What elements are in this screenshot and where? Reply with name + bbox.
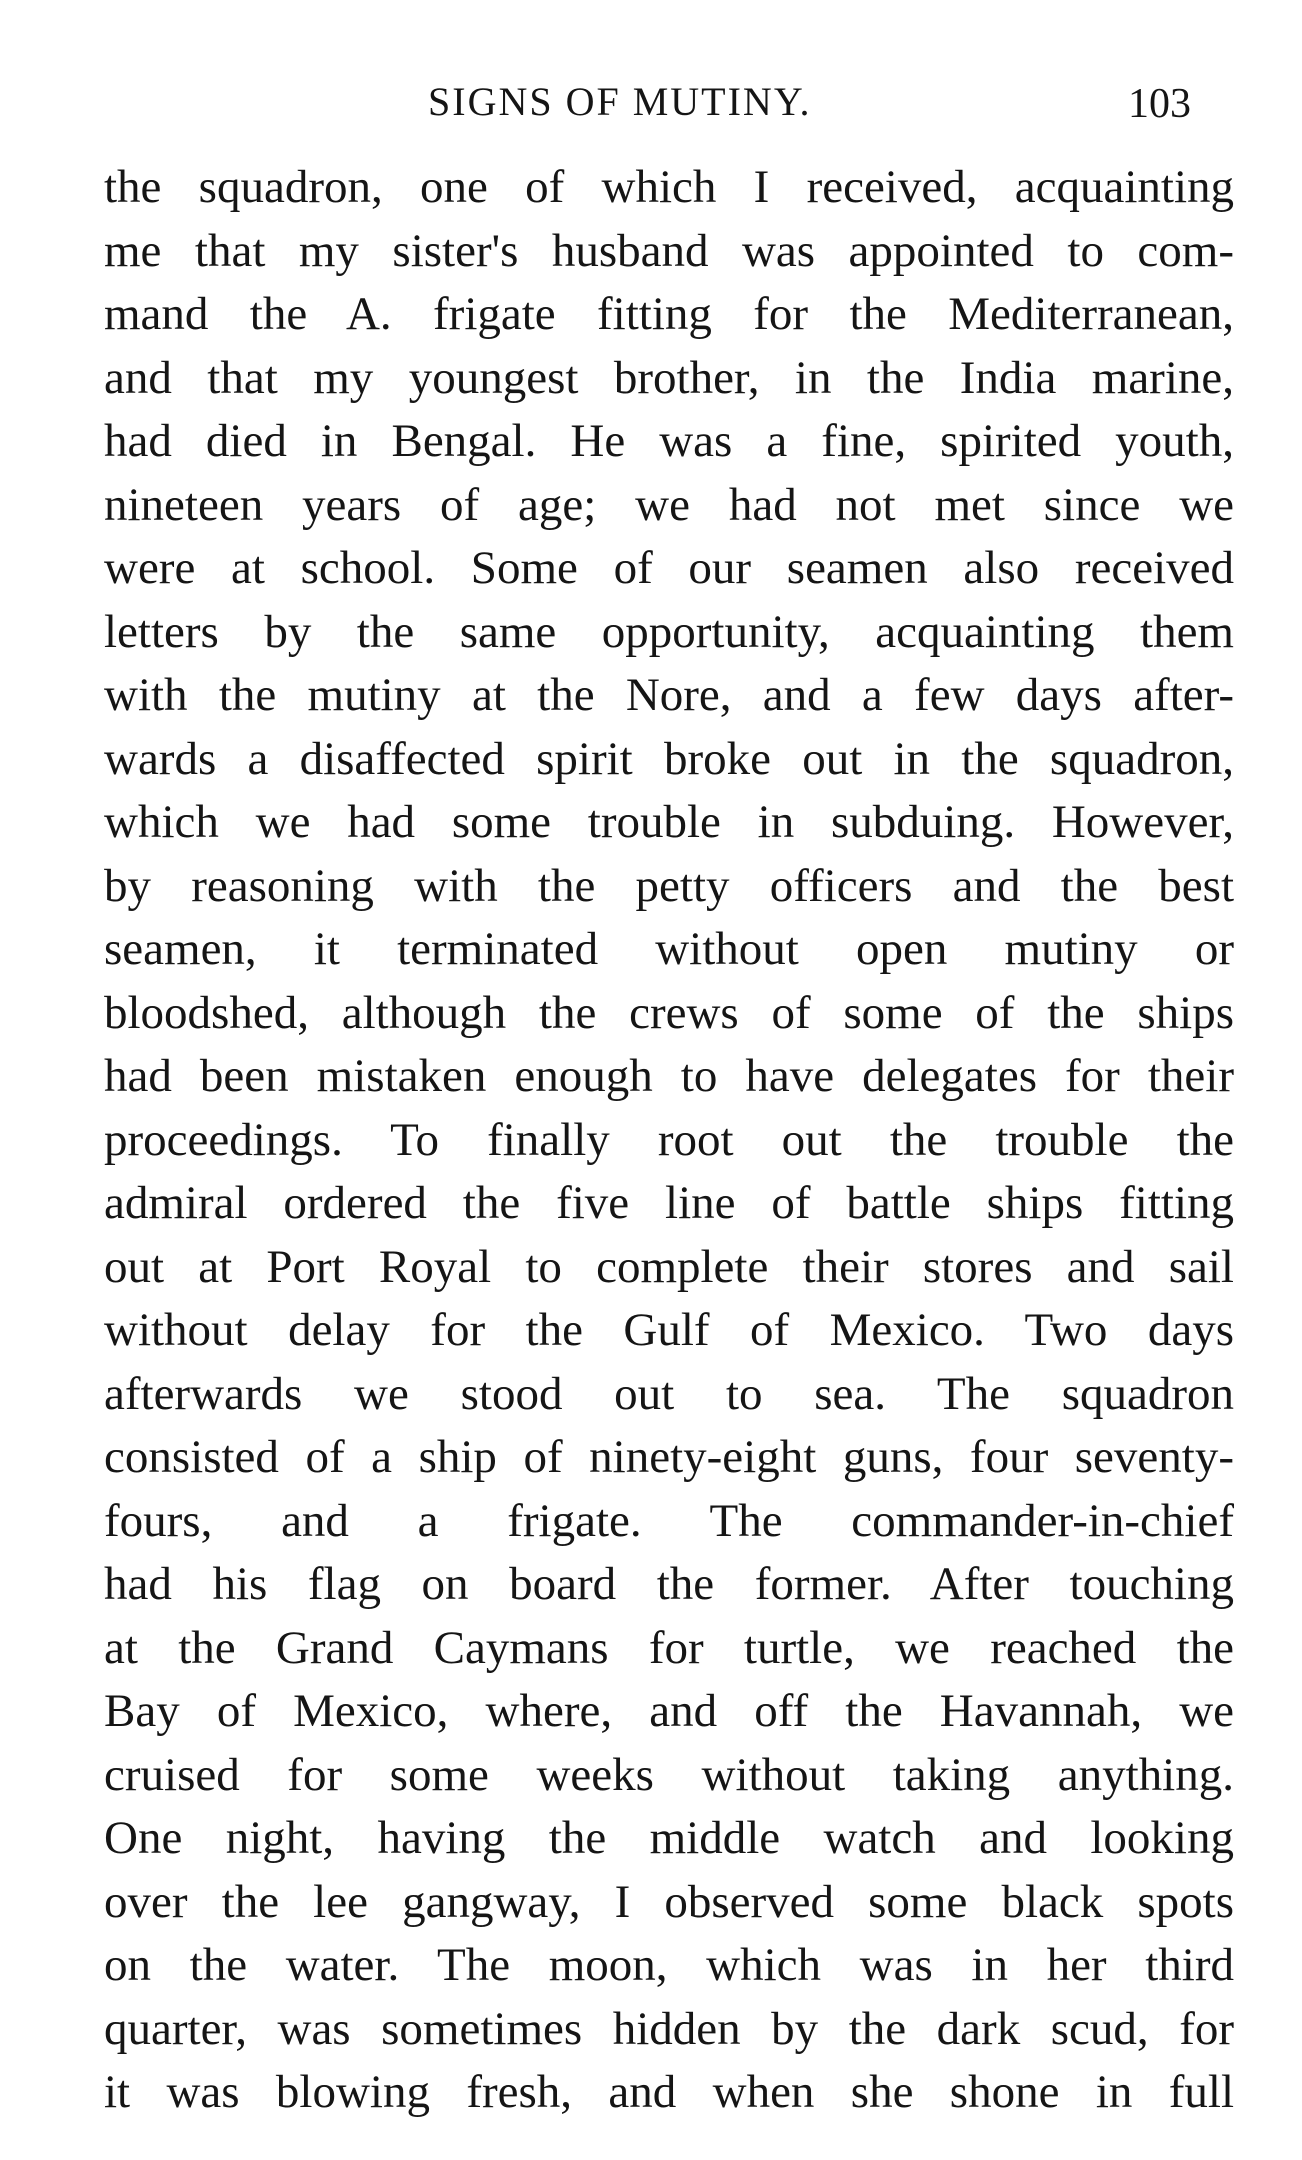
- text-line: and that my youngest brother, in the India marine,: [104, 351, 1234, 404]
- text-line: out at Port Royal to complete their stores and sail: [104, 1240, 1234, 1293]
- text-line: had died in Bengal. He was a fine, spirited youth,: [104, 415, 1234, 467]
- text-line: proceedings. To finally root out the trouble the: [104, 1113, 1234, 1166]
- text-line: One night, having the middle watch and looking: [104, 1812, 1234, 1864]
- running-head: [0, 72, 1302, 132]
- text-line: the squadron, one of which I received, acquainting: [104, 161, 1234, 213]
- text-line: admiral ordered the five line of battle ships fitting: [104, 1177, 1234, 1229]
- text-line: fours, and a frigate. The commander-in-chief: [104, 1494, 1234, 1547]
- text-line: at the Grand Caymans for turtle, we reached the: [104, 1621, 1234, 1674]
- body-text: [104, 156, 1234, 2125]
- text-line: me that my sister's husband was appointed to com-: [104, 224, 1234, 277]
- text-line: it was blowing fresh, and when she shone in full: [104, 2066, 1234, 2118]
- text-line: were at school. Some of our seamen also received: [104, 542, 1234, 594]
- text-line: seamen, it terminated without open mutiny or: [104, 923, 1234, 975]
- text-line: quarter, was sometimes hidden by the dark scud, for: [104, 2002, 1234, 2055]
- text-line: on the water. The moon, which was in her third: [104, 1939, 1234, 1991]
- text-line: bloodshed, although the crews of some of the ships: [104, 986, 1234, 1039]
- text-line: by reasoning with the petty officers and the best: [104, 859, 1234, 912]
- text-line: with the mutiny at the Nore, and a few days after-: [104, 669, 1234, 721]
- text-line: consisted of a ship of ninety-eight guns, four seventy-: [104, 1431, 1234, 1483]
- text-line: afterwards we stood out to sea. The squadron: [104, 1367, 1234, 1420]
- text-line: mand the A. frigate fitting for the Mediterranean,: [104, 288, 1234, 340]
- text-line: wards a disaffected spirit broke out in the squadron,: [104, 732, 1234, 785]
- page-number: 103: [1128, 81, 1191, 127]
- text-line: Bay of Mexico, where, and off the Havannah, we: [104, 1685, 1234, 1737]
- text-line: over the lee gangway, I observed some black spots: [104, 1875, 1234, 1928]
- text-line: letters by the same opportunity, acquainting them: [104, 605, 1234, 658]
- chapter-heading: SIGNS OF MUTINY.: [428, 79, 812, 124]
- text-line: without delay for the Gulf of Mexico. Two days: [104, 1304, 1234, 1356]
- text-line: which we had some trouble in subduing. However,: [104, 796, 1234, 848]
- text-line: nineteen years of age; we had not met since we: [104, 478, 1234, 531]
- text-line: cruised for some weeks without taking anything.: [104, 1748, 1234, 1801]
- text-line: had his flag on board the former. After touching: [104, 1558, 1234, 1610]
- text-line: had been mistaken enough to have delegates for their: [104, 1050, 1234, 1102]
